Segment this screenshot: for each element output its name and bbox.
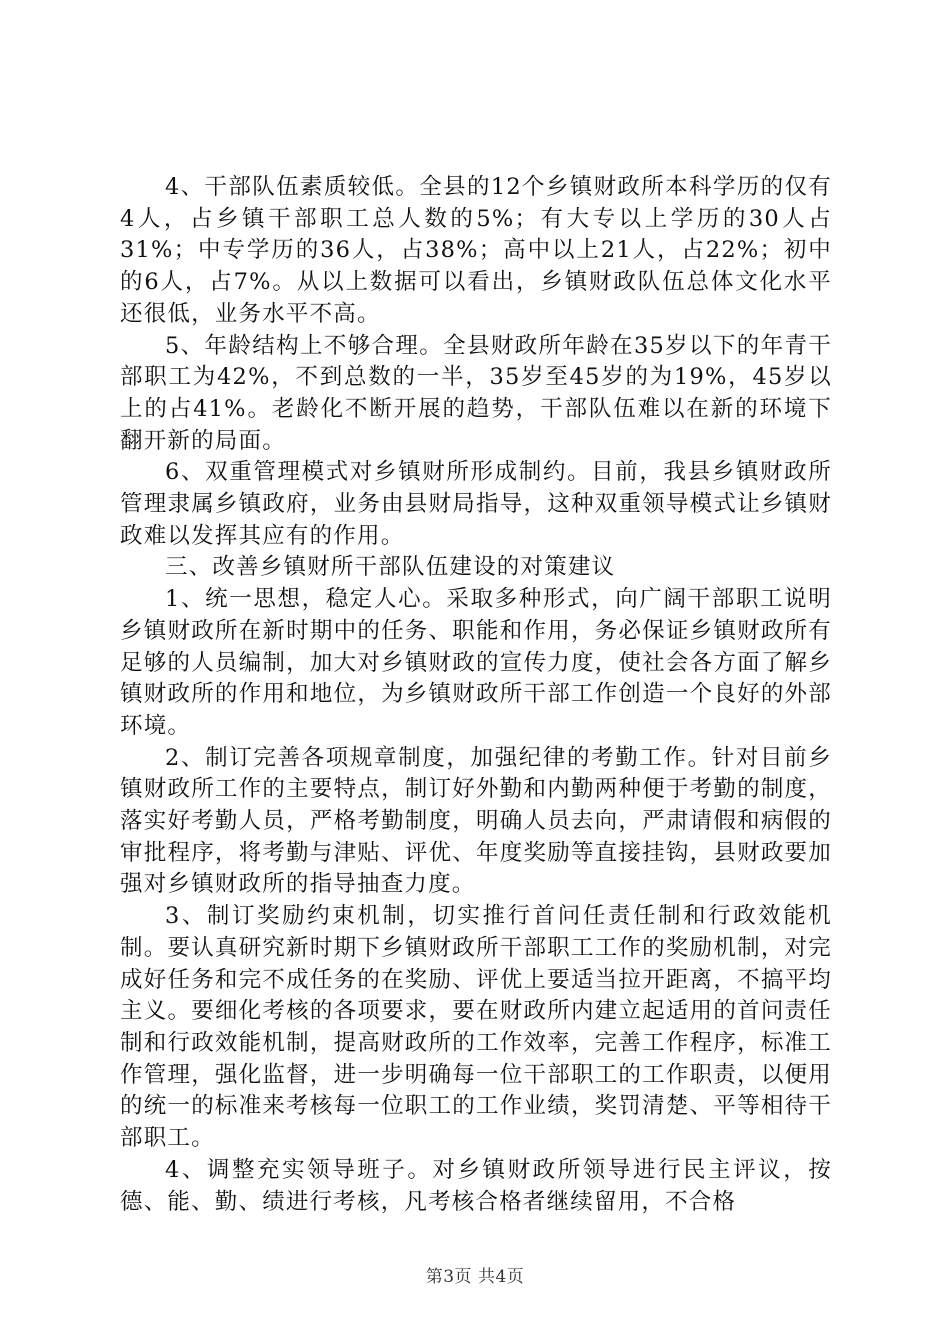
section-heading-countermeasures: 三、改善乡镇财所干部队伍建设的对策建议 (165, 554, 616, 581)
paragraph-cadre-quality: 4、干部队伍素质较低。全县的12个乡镇财政所本科学历的仅有4人，占乡镇干部职工总人数的5%；有大专以上学历的30人占31%；中专学历的36人，占38%；高中以上21人，占22%；初中的6人，占7%。从以上数据可以看出，乡镇财政队伍总体文化水平还很低，业务水平不高。 (120, 174, 832, 327)
document-body (120, 172, 832, 1218)
paragraph-age-structure: 5、年龄结构上不够合理。全县财政所年龄在35岁以下的年青干部职工为42%，不到总数的一半，35岁至45岁的为19%，45岁以上的占41%。老龄化不断开展的趋势，干部队伍难以在新的环境下翻开新的局面。 (120, 332, 832, 454)
paragraph-leadership-adjustment: 4、调整充实领导班子。对乡镇财政所领导进行民主评议，按德、能、勤、绩进行考核，凡考核合格者继续留用，不合格 (120, 1156, 832, 1215)
paragraph-unify-thinking: 1、统一思想，稳定人心。采取多种形式，向广阔干部职工说明乡镇财政所在新时期中的任务、职能和作用，务必保证乡镇财政所有足够的人员编制，加大对乡镇财政的宣传力度，使社会各方面了解乡镇财政所的作用和地位，为乡镇财政所干部工作创造一个良好的外部环境。 (120, 586, 832, 739)
page-number-footer: 第3页 共4页 (425, 1267, 525, 1287)
paragraph-incentive-mechanism: 3、制订奖励约束机制，切实推行首问任责任制和行政效能机制。要认真研究新时期下乡镇财政所干部职工工作的奖励机制，对完成好任务和完不成任务的在奖励、评优上要适当拉开距离，不搞平均主义。要细化考核的各项要求，要在财政所内建立起适用的首问责任制和行政效能机制，提高财政所的工作效率，完善工作程序，标准工作管理，强化监督，进一步明确每一位干部职工的工作职责，以便用的统一的标准来考核每一位职工的工作业绩，奖罚清楚、平等相待干部职工。 (120, 903, 832, 1152)
paragraph-dual-management: 6、双重管理模式对乡镇财所形成制约。目前，我县乡镇财政所管理隶属乡镇政府，业务由县财局指导，这种双重领导模式让乡镇财政难以发挥其应有的作用。 (120, 459, 832, 549)
paragraph-rules-attendance: 2、制订完善各项规章制度，加强纪律的考勤工作。针对目前乡镇财政所工作的主要特点，制订好外勤和内勤两种便于考勤的制度，落实好考勤人员，严格考勤制度，明确人员去向，严肃请假和病假的审批程序，将考勤与津贴、评优、年度奖励等直接挂钩，县财政要加强对乡镇财政所的指导抽查力度。 (120, 744, 832, 898)
